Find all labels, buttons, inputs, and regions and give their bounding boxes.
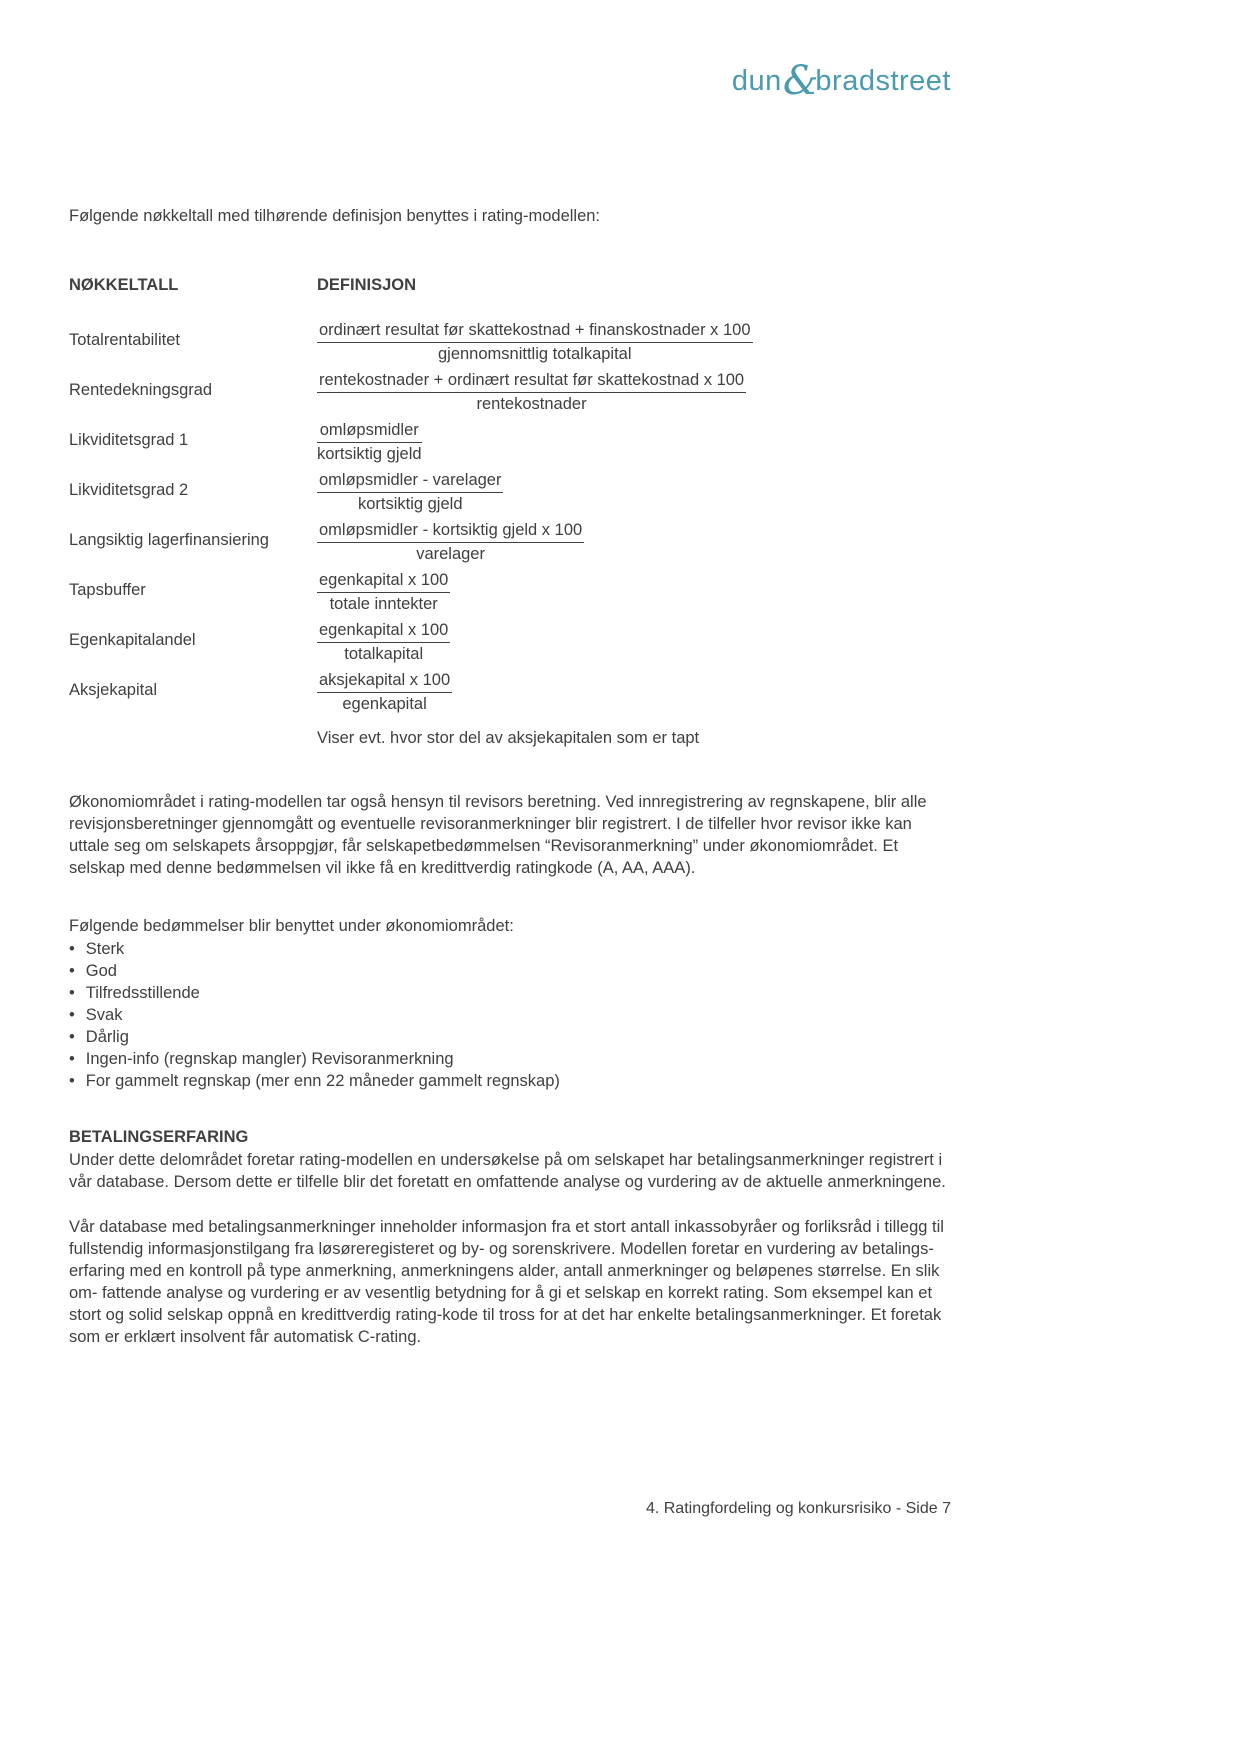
intro-text: Følgende nøkkeltall med tilhørende definisjon benyttes i rating-modellen:	[69, 207, 601, 225]
definition-fraction	[317, 370, 746, 415]
page-footer: 4. Ratingfordeling og konkursrisiko - Side 7	[645, 1500, 951, 1517]
definition-fraction	[317, 570, 450, 615]
assessment-item: • Dårlig	[69, 1026, 951, 1048]
fraction-denominator: totale inntekter	[329, 595, 438, 613]
definition-fraction	[317, 520, 584, 565]
key-figures-header-row	[69, 274, 951, 296]
key-figure-label: Rentedekningsgrad	[69, 381, 213, 399]
definition-fraction	[317, 670, 452, 715]
betalingserfaring-paragraph-1: Under dette delområdet foretar rating-modellen en undersøkelse på om selskapet har betalingsanmerkninger registrert i vår database. Dersom dette er tilfelle blir det foretatt en omfattende analyse og vurdering av de aktuelle anmerkningene.	[69, 1151, 946, 1191]
fraction-denominator: varelager	[416, 545, 485, 563]
key-figure-label: Tapsbuffer	[69, 581, 146, 599]
column-header-nokkeltall: NØKKELTALL	[69, 276, 179, 294]
fraction-numerator: ordinært resultat før skattekostnad + finanskostnader x 100	[317, 320, 753, 343]
assessment-item: • Svak	[69, 1004, 951, 1026]
fraction-denominator: gjennomsnittlig totalkapital	[437, 345, 632, 363]
definition-fraction	[317, 320, 753, 365]
column-header-definisjon: DEFINISJON	[317, 276, 417, 294]
assessment-item: • Sterk	[69, 938, 951, 960]
key-figure-label: Egenkapitalandel	[69, 631, 196, 649]
assessment-item: • For gammelt regnskap (mer enn 22 måneder gammelt regnskap)	[69, 1070, 951, 1092]
table-row	[69, 670, 951, 715]
key-figure-label: Aksjekapital	[69, 681, 158, 699]
logo-ampersand-icon: &	[782, 58, 819, 104]
fraction-numerator: egenkapital x 100	[317, 570, 450, 593]
fraction-denominator: kortsiktig gjeld	[357, 495, 463, 513]
fraction-denominator: kortsiktig gjeld	[317, 445, 422, 463]
dun-bradstreet-logo	[731, 58, 951, 104]
key-figure-label: Likviditetsgrad 1	[69, 431, 189, 449]
definition-fraction	[317, 470, 503, 515]
betalingserfaring-heading: BETALINGSERFARING	[69, 1128, 249, 1146]
table-row	[69, 420, 951, 465]
key-figure-label: Langsiktig lagerfinansiering	[69, 531, 269, 549]
table-row	[69, 370, 951, 415]
assessments-intro: Følgende bedømmelser blir benyttet under økonomiområdet:	[69, 917, 514, 935]
fraction-numerator: omløpsmidler	[317, 420, 422, 443]
key-figure-label: Likviditetsgrad 2	[69, 481, 189, 499]
table-row	[69, 620, 951, 665]
fraction-denominator: totalkapital	[344, 645, 424, 663]
fraction-denominator: rentekostnader	[476, 395, 587, 413]
fraction-numerator: egenkapital x 100	[317, 620, 450, 643]
fraction-denominator: egenkapital	[342, 695, 427, 713]
assessment-item: • Ingen-info (regnskap mangler) Revisoranmerkning	[69, 1048, 951, 1070]
key-figure-label: Totalrentabilitet	[69, 331, 180, 349]
logo-dun: dun	[731, 65, 782, 97]
table-row	[69, 470, 951, 515]
assessment-item: • Tilfredsstillende	[69, 982, 951, 1004]
betalingserfaring-paragraph-2: Vår database med betalingsanmerkninger inneholder informasjon fra et stort antall inkassobyråer og forliksråd i tillegg til fullstendig informasjonstilgang fra løsøreregisteret og by- og sorenskrivere. Modellen foretar en vurdering av betalings- erfaring med en kontroll på type anmerkning, anmerkningens alder, antall anmerkninger og beløpenes størrelse. En slik om- fattende analyse og vurdering er av vesentlig betydning for å gi et selskap en korrekt rating. Som eksempel kan et stort og solid selskap oppnå en kredittverdig rating-kode til tross for at det har enkelte betalingsanmerkninger. Et foretak som er erklært insolvent får automatisk C-rating.	[69, 1218, 944, 1346]
definition-fraction	[317, 620, 450, 665]
fraction-numerator: omløpsmidler - kortsiktig gjeld x 100	[317, 520, 584, 543]
assessment-item: • God	[69, 960, 951, 982]
assessments-list	[69, 938, 951, 1092]
economy-paragraph: Økonomiområdet i rating-modellen tar også hensyn til revisors beretning. Ved innregistrering av regnskapene, blir alle revisjonsberetninger gjennomgått og eventuelle revisoranmerkninger blir registrert. I de tilfeller hvor revisor ikke kan uttale seg om selskapets årsoppgjør, får selskapetbedømmelsen “Revisoranmerkning” under økonomiområdet. Et selskap med denne bedømmelsen vil ikke få en kredittverdig ratingkode (A, AA, AAA).	[69, 793, 927, 877]
definition-fraction	[317, 420, 422, 465]
fraction-numerator: omløpsmidler - varelager	[317, 470, 503, 493]
fraction-numerator: rentekostnader + ordinært resultat før skattekostnad x 100	[317, 370, 746, 393]
table-row	[69, 520, 951, 565]
logo-bradstreet: bradstreet	[815, 65, 951, 97]
fraction-numerator: aksjekapital x 100	[317, 670, 452, 693]
aksjekapital-note: Viser evt. hvor stor del av aksjekapitalen som er tapt	[317, 729, 700, 747]
table-row	[69, 570, 951, 615]
table-row	[69, 320, 951, 365]
